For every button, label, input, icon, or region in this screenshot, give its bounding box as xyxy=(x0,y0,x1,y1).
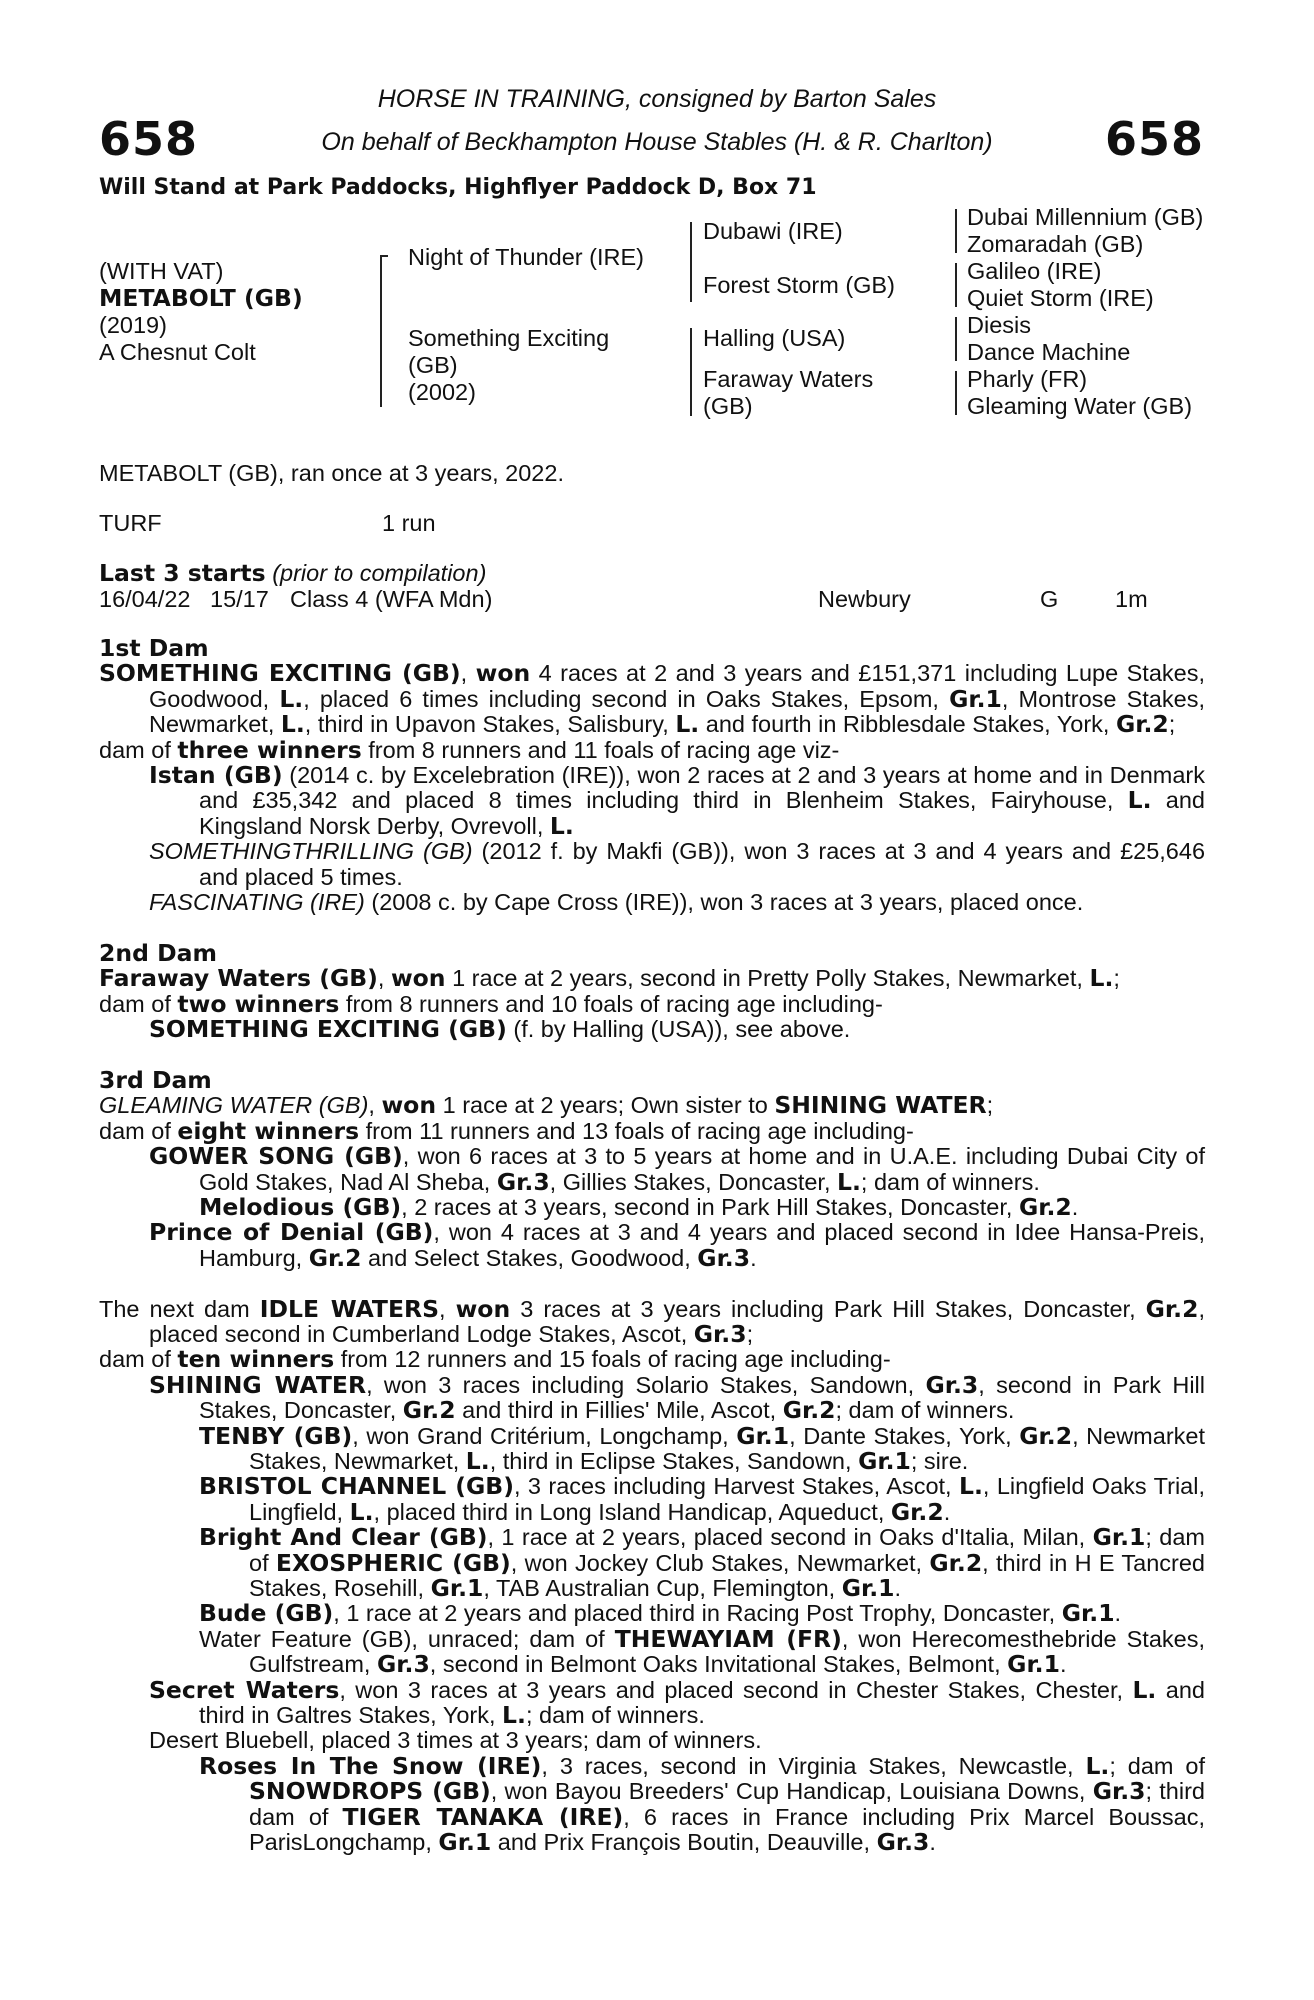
produce-somethingthrilling: SOMETHINGTHRILLING (GB) (2012 f. by Makfi (GB)), won 3 races at 3 and 4 years and £25,646 and placed 5 times. xyxy=(149,838,1206,890)
pedigree-dam-line1: Something Exciting xyxy=(408,325,610,351)
consignor-line: On behalf of Beckhampton House Stables (H. & R. Charlton) xyxy=(321,128,993,156)
consignment-title: HORSE IN TRAINING, consigned by Barton Sales xyxy=(377,85,937,113)
produce-melodious: Melodious (GB), 2 races at 3 years, second in Park Hill Stakes, Doncaster, Gr.2. xyxy=(199,1192,1079,1221)
third-dam-paragraph: GLEAMING WATER (GB), won 1 race at 2 years; Own sister to SHINING WATER; xyxy=(99,1091,994,1120)
gen3-brace-1 xyxy=(955,209,957,253)
produce-gower-song: GOWER SONG (GB), won 6 races at 3 to 5 years at home and in U.A.E. including Dubai City of Gold Stakes, Nad Al Sheba, Gr.3, Gillies Stakes, Doncaster, L.; dam of winners. xyxy=(149,1142,1205,1196)
pedigree-ssd: Zomaradah (GB) xyxy=(967,231,1144,257)
pedigree-sds: Galileo (IRE) xyxy=(967,258,1102,284)
pedigree-sire: Night of Thunder (IRE) xyxy=(408,244,644,270)
third-dam-heading: 3rd Dam xyxy=(99,1065,212,1094)
start-course: Newbury xyxy=(818,586,911,612)
sire-brace xyxy=(380,255,388,407)
pedigree-dam-line2: (GB) xyxy=(408,352,458,378)
first-dam-produce-summary: dam of three winners from 8 runners and 11 foals of racing age viz- xyxy=(99,735,840,764)
second-dam-paragraph: Faraway Waters (GB), won 1 race at 2 years, second in Pretty Polly Stakes, Newmarket, L.; xyxy=(99,964,1120,993)
race-summary: METABOLT (GB), ran once at 3 years, 2022. xyxy=(99,460,564,486)
pedigree-sdd: Quiet Storm (IRE) xyxy=(967,285,1154,311)
last-starts-title: Last 3 starts xyxy=(99,559,266,587)
produce-water-feature: Water Feature (GB), unraced; dam of THEWAYIAM (FR), won Herecomesthebride Stakes, Gulfstream, Gr.3, second in Belmont Oaks Invitational Stakes, Belmont, Gr.1. xyxy=(199,1624,1205,1679)
produce-prince-of-denial: Prince of Denial (GB), won 4 races at 3 and 4 years and placed second in Idee Hansa-Preis, Hamburg, Gr.2 and Select Stakes, Goodwood, Gr.3. xyxy=(149,1218,1205,1272)
pedigree-sss: Dubai Millennium (GB) xyxy=(967,204,1204,230)
pedigree-dam-line3: (2002) xyxy=(408,379,476,405)
next-dam-produce-summary: dam of ten winners from 12 runners and 15 foals of racing age including- xyxy=(99,1345,891,1374)
pedigree-sire-sire: Dubawi (IRE) xyxy=(703,218,843,244)
start-going: G xyxy=(1040,586,1059,612)
surface-label: TURF xyxy=(99,510,162,536)
produce-fascinating: FASCINATING (IRE) (2008 c. by Cape Cross (IRE)), won 3 races at 3 years, placed once. xyxy=(149,889,1084,916)
third-dam-produce-summary: dam of eight winners from 11 runners and 13 foals of racing age including- xyxy=(99,1116,914,1145)
horse-name: METABOLT (GB) xyxy=(99,284,303,312)
pedigree-dsd: Dance Machine xyxy=(967,339,1131,365)
pedigree-sire-dam: Forest Storm (GB) xyxy=(703,272,895,298)
pedigree-dam-sire: Halling (USA) xyxy=(703,325,846,351)
produce-something-exciting: SOMETHING EXCITING (GB) (f. by Halling (USA)), see above. xyxy=(149,1015,851,1044)
produce-secret-waters: Secret Waters, won 3 races at 3 years and placed second in Chester Stakes, Chester, L. and third in Galtres Stakes, York, L.; dam of winners. xyxy=(149,1675,1205,1730)
start-race-class: Class 4 (WFA Mdn) xyxy=(290,586,493,612)
produce-bude: Bude (GB), 1 race at 2 years and placed third in Racing Post Trophy, Doncaster, Gr.1. xyxy=(199,1599,1122,1628)
start-position: 15/17 xyxy=(210,586,269,612)
produce-roses-in-the-snow: Roses In The Snow (IRE), 3 races, second in Virginia Stakes, Newcastle, L.; dam of SNOWDROPS (GB), won Bayou Breeders' Cup Handicap, Louisiana Downs, Gr.3; third dam of TIGER TANAKA (IRE), 6 races in France including Prix Marcel Boussac, ParisLongchamp, Gr.1 and Prix François Boutin, Deauville, Gr.3. xyxy=(199,1751,1206,1857)
dam-line-brace xyxy=(690,328,692,416)
pedigree-dds: Pharly (FR) xyxy=(967,366,1088,392)
last-starts-heading xyxy=(99,560,486,587)
last-starts-note: (prior to compilation) xyxy=(272,560,487,586)
produce-bristol-channel: BRISTOL CHANNEL (GB), 3 races including Harvest Stakes, Ascot, L., Lingfield Oaks Trial, Lingfield, L., placed third in Long Island Handicap, Aqueduct, Gr.2. xyxy=(199,1472,1205,1526)
produce-bright-and-clear: Bright And Clear (GB), 1 race at 2 years, placed second in Oaks d'Italia, Milan, Gr.1; dam of EXOSPHERIC (GB), won Jockey Club Stakes, Newmarket, Gr.2, third in H E Tancred Stakes, Rosehill, Gr.1, TAB Australian Cup, Flemington, Gr.1. xyxy=(199,1523,1205,1602)
start-distance: 1m xyxy=(1115,586,1148,612)
gen3-brace-2 xyxy=(955,263,957,307)
next-dam-paragraph: The next dam IDLE WATERS, won 3 races at 3 years including Park Hill Stakes, Doncaster, Gr.2, placed second in Cumberland Lodge Stakes, Ascot, Gr.3; xyxy=(99,1294,1205,1348)
sire-line-brace xyxy=(690,222,692,302)
pedigree-dam-dam-line1: Faraway Waters xyxy=(703,366,874,392)
pedigree-dss: Diesis xyxy=(967,312,1031,338)
gen3-brace-4 xyxy=(955,371,957,415)
lot-number-left: 658 xyxy=(99,112,199,166)
stand-location: Will Stand at Park Paddocks, Highflyer Paddock D, Box 71 xyxy=(99,175,817,200)
produce-tenby: TENBY (GB), won Grand Critérium, Longchamp, Gr.1, Dante Stakes, York, Gr.2, Newmarket Stakes, Newmarket, L., third in Eclipse Stakes, Sandown, Gr.1; sire. xyxy=(199,1421,1205,1475)
first-dam-heading: 1st Dam xyxy=(99,634,209,662)
pedigree-dam-dam-line2: (GB) xyxy=(703,393,753,419)
runs-count: 1 run xyxy=(382,510,436,536)
produce-istan: Istan (GB) (2014 c. by Excelebration (IRE)), won 2 races at 2 and 3 years at home and in Denmark and £35,342 and placed 8 times including third in Blenheim Stakes, Fairyhouse, L. and Kingsland Norsk Derby, Ovrevoll, L. xyxy=(149,761,1205,840)
second-dam-heading: 2nd Dam xyxy=(99,938,217,967)
produce-desert-bluebell: Desert Bluebell, placed 3 times at 3 years; dam of winners. xyxy=(149,1727,762,1754)
first-dam-paragraph: SOMETHING EXCITING (GB), won 4 races at 2 and 3 years and £151,371 including Lupe Stakes, Goodwood, L., placed 6 times including second in Oaks Stakes, Epsom, Gr.1, Montrose Stakes, Newmarket, L., third in Upavon Stakes, Salisbury, L. and fourth in Ribblesdale Stakes, York, Gr.2; xyxy=(99,659,1205,739)
lot-number-right: 658 xyxy=(1104,112,1204,166)
gen3-brace-3 xyxy=(955,317,957,361)
foaling-year: (2019) xyxy=(99,312,167,338)
horse-description: A Chesnut Colt xyxy=(99,339,256,365)
produce-shining-water: SHINING WATER, won 3 races including Solario Stakes, Sandown, Gr.3, second in Park Hill Stakes, Doncaster, Gr.2 and third in Fillies' Mile, Ascot, Gr.2; dam of winners. xyxy=(149,1370,1205,1425)
vat-note: (WITH VAT) xyxy=(99,258,224,284)
start-date: 16/04/22 xyxy=(99,586,191,612)
pedigree-notes xyxy=(99,636,1205,1855)
second-dam-produce-summary: dam of two winners from 8 runners and 10 foals of racing age including- xyxy=(99,989,883,1018)
pedigree-ddd: Gleaming Water (GB) xyxy=(967,393,1193,419)
